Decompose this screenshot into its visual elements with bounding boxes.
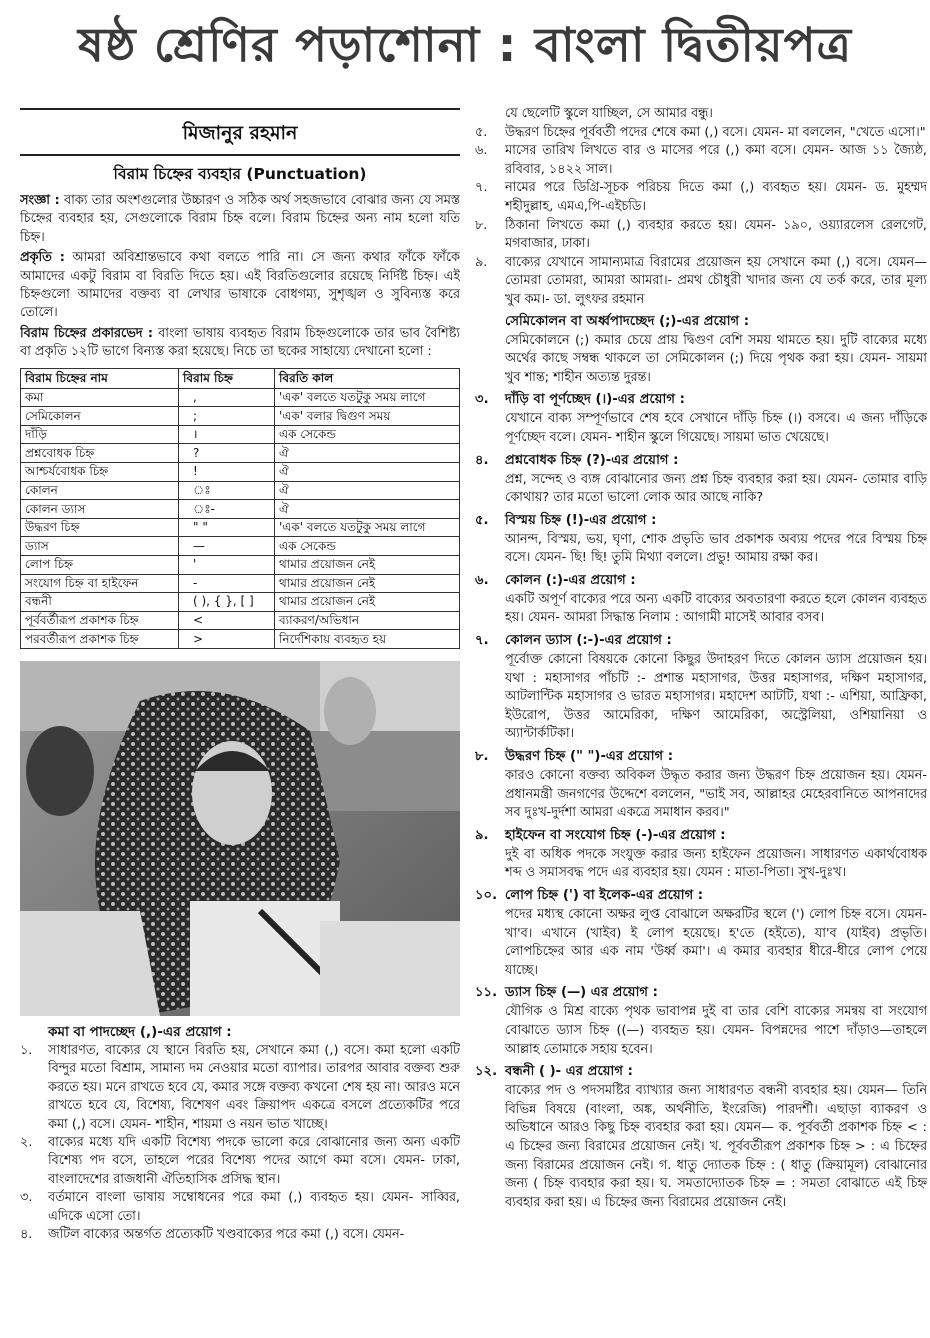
comma-item-number: ৭. (475, 180, 488, 196)
types-lead: বিরাম চিহ্নের প্রকারভেদ : (20, 325, 154, 341)
cell-symbol: ; (179, 407, 275, 426)
section-number: ১০. (475, 888, 498, 903)
comma-item-text: সাধারণত, বাক্যের যে স্থানে বিরতি হয়, সেখানে কমা (,) বসে। কমা হলো একটি বিন্দুর মতো বিশ্রাম, সামান্য দম নেওয়ার মতো ব্যাপার। তারপর আবার বক্তব্য শুরু করতে হয়। মনে রাখতে হবে যে, কমার সঙ্গে বক্তব্য কখনো শেষ হয় না। আরও মনে রাখতে হবে যে, বিশেষ্য, বিশেষণ এবং ক্রিয়াপদ একত্রে বসলে প্রত্যেকটির পরে কমা (,) বসে। যেমন- শাহীন, শায়মা ও নয়ন ভাত খাচ্ছে। (48, 1042, 460, 1132)
cell-pause: ঐ (275, 500, 460, 519)
header-name: বিরাম চিহ্নের নাম (21, 368, 179, 388)
definition-lead: সংজ্ঞা : (20, 193, 60, 208)
section-body: বাক্যের পদ ও পদসমষ্টির ব্যাখ্যার জন্য সাধারণত বন্ধনী ব্যবহার হয়। যেমন— তিনি বিভিন্ন বিষয়ে (বাংলা, অঙ্ক, অর্থনীতি, ইংরেজি) পারদর্শী। এছাড়া ব্যাকরণ ও অভিধানে আরও কিছু চিহ্ন ব্যবহার করা হয়। যেমন— ক. পূর্ববর্তী প্রকাশক চিহ্ন < : এ চিহ্নের জন্য বিরামের প্রয়োজন নেই। খ. পূর্ববর্তীরূপ প্রকাশক চিহ্ন > : এ চিহ্নের জন্য বিরামের প্রয়োজন নেই। গ. ধাতু দ্যোতক চিহ্ন : ( ধাতু (ক্রিয়ামূল) বোঝানোর জন্য ( চিহ্ন ব্যবহার করা হয়। ঘ. সমতাদ্যোতক চিহ্ন = : সমতা বোঝাতে এই চিহ্ন ব্যবহার করা হয়। এ চিহ্নের জন্য বিরামের প্রয়োজন নেই। (505, 1083, 927, 1210)
table-row (21, 500, 460, 519)
table-row (21, 481, 460, 500)
cell-pause: থামার প্রয়োজন নেই (275, 574, 460, 593)
author-rule (20, 154, 460, 156)
cell-pause: ঐ (275, 463, 460, 482)
punctuation-table (20, 368, 460, 649)
cell-symbol: ( ), { }, [ ] (179, 593, 275, 612)
cell-name: কোলন (21, 481, 179, 500)
cell-name: কমা (21, 388, 179, 407)
section-heading-text: প্রশ্নবোধক চিহ্ন (?)-এর প্রয়োগ : (505, 452, 679, 468)
section-body: প্রশ্ন, সন্দেহ ও ব্যঙ্গ বোঝানোর জন্য প্রশ্ন চিহ্ন ব্যবহার করা হয়। যেমন- তোমার বাড়ি কোথায়? তার মতো ভালো লোক আর আছে নাকি? (505, 471, 927, 506)
comma-item-text: মাসের তারিখ লিখতে বার ও মাসের পরে (,) কমা বসে। যেমন- আজ ১১ জ্যৈষ্ঠ, রবিবার, ১৪২২ সাল। (505, 143, 927, 177)
comma-item-text: বর্তমানে বাংলা ভাষায় সম্বোধনের পরে কমা (,) ব্যবহৃত হয়। যেমন- সাব্বির, এদিকে এসো তো। (48, 1190, 460, 1224)
cell-pause: থামার প্রয়োজন নেই (275, 593, 460, 612)
section-heading-text: উদ্ধরণ চিহ্ন (" ")-এর প্রয়োগ : (505, 749, 674, 765)
section-heading-text: লোপ চিহ্ন (') বা ইলেক-এর প্রয়োগ : (505, 888, 704, 903)
section-number: ৯. (475, 827, 489, 843)
section-number: ৩. (475, 392, 489, 408)
students-exam-photo (20, 661, 460, 1016)
cell-name: পরবর্তীরূপ প্রকাশক চিহ্ন (21, 630, 179, 649)
section-heading-text: বন্ধনী ( )- এর প্রয়োগ : (505, 1064, 633, 1080)
cell-pause: এক সেকেন্ড (275, 537, 460, 556)
section-body: দুই বা অধিক পদকে সংযুক্ত করার জন্য হাইফেন প্রয়োজন। সাধারণত একার্থবোধক শব্দ ও সমাসবদ্ধ পদে এর ব্যবহার হয়। যেমন : মাতা-পিতা। সুখ-দুঃখ। (505, 846, 927, 881)
table-row (21, 407, 460, 426)
section-number: ৪. (475, 452, 489, 468)
photo-illustration (20, 661, 460, 1016)
comma-heading: কমা বা পাদচ্ছেদ (,)-এর প্রয়োগ : (48, 1023, 232, 1040)
cell-symbol: ? (179, 444, 275, 463)
cell-pause: ব্যাকরণ/অভিধান (275, 611, 460, 630)
cell-symbol: । (179, 425, 275, 444)
cell-name: সংযোগ চিহ্ন বা হাইফেন (21, 574, 179, 593)
cell-symbol: — (179, 537, 275, 556)
section-heading (475, 390, 927, 410)
comma-item-number: ৫. (475, 124, 488, 140)
left-column (20, 108, 460, 1336)
comma-item-number: ৯. (475, 254, 488, 270)
types-text: বাংলা ভাষায় ব্যবহৃত বিরাম চিহ্নগুলোকে তার ভাব বৈশিষ্ট্য বা প্রকৃতি ১২টি ভাগে বিন্যস্ত করা হয়েছে। নিচে তা ছকের সাহায্যে দেখানো হলো : (20, 325, 460, 360)
table-row (21, 556, 460, 575)
comma-item-2 (20, 1134, 460, 1189)
section-heading-text: কোলন ড্যাস (:-)-এর প্রয়োগ : (505, 633, 672, 649)
cell-pause: ঐ (275, 481, 460, 500)
cell-symbol: ' (179, 556, 275, 575)
section-number: ৫. (475, 512, 489, 528)
cell-symbol: - (179, 574, 275, 593)
cell-symbol: > (179, 630, 275, 649)
table-row (21, 425, 460, 444)
page-headline: ষষ্ঠ শ্রেণির পড়াশোনা : বাংলা দ্বিতীয়পত্র (77, 18, 853, 73)
nature-lead: প্রকৃতি : (20, 250, 65, 266)
cell-name: ড্যাস (21, 537, 179, 556)
table-header-row (21, 368, 460, 388)
comma-item-3 (20, 1189, 460, 1226)
cell-name: প্রশ্নবোধক চিহ্ন (21, 444, 179, 463)
cell-name: সেমিকোলন (21, 407, 179, 426)
definition-text: বাক্য তার অংশগুলোর উচ্চারণ ও সঠিক অর্থ সহজভাবে বোঝার জন্য যে সমস্ত চিহ্নের ব্যবহার হয়, সেগুলোকে বিরাম চিহ্ন বলে। বিরাম চিহ্নের অন্য নাম হলো যতি চিহ্ন। (20, 193, 460, 245)
section-heading (475, 747, 927, 767)
section-body: পদের মধ্যস্থ কোনো অক্ষর লুপ্ত বোঝালে অক্ষরটির স্থলে (') লোপ চিহ্ন বসে। যেমন- খা'ব। এখানে (খাইব) ই লোপ হয়েছে। হ'তে (হইতে), যা'ব (যাইব) প্রভৃতি। লোপচিহ্নের আর এক নাম 'উর্ধ্ব কমা'। এ কমার ব্যবহার ধীরে-ধীরে লোপ পেয়ে যাচ্ছে। (505, 907, 927, 978)
section-heading-text: বিস্ময় চিহ্ন (!)-এর প্রয়োগ : (505, 512, 657, 528)
section-heading (475, 571, 927, 591)
cell-pause: 'এক' বলার দ্বিগুণ সময় (275, 407, 460, 426)
section-heading (475, 451, 927, 471)
comma-item-text: উদ্ধরণ চিহ্নের পূর্ববর্তী পদের শেষে কমা (,) বসে। যেমন- মা বললেন, "খেতে এসো।" (505, 124, 926, 140)
cell-symbol: ! (179, 463, 275, 482)
comma-item-text: জটিল বাক্যের অন্তর্গত প্রত্যেকটি খণ্ডবাক্যের পরে কমা (,) বসে। যেমন- (48, 1227, 405, 1243)
section-body: কারও কোনো বক্তব্য অবিকল উদ্ধৃত করার জন্য উদ্ধরণ চিহ্ন প্রয়োজন হয়। যেমন- প্রধানমন্ত্রী জনগণের উদ্দেশে বললেন, "ভাই সব, আল্লাহর মেহেরবানিতে আপনাদের সব দুঃখ-দুর্দশা আমরা একত্রে সমাধান করব।" (505, 768, 927, 821)
section-heading-text: ড্যাস চিহ্ন (—) এর প্রয়োগ : (505, 985, 658, 1001)
definition-paragraph (20, 192, 460, 247)
section-heading (475, 1062, 927, 1082)
comma-item-6 (475, 142, 927, 179)
cell-name: পূর্ববর্তীরূপ প্রকাশক চিহ্ন (21, 611, 179, 630)
table-row (21, 444, 460, 463)
cell-pause: থামার প্রয়োজন নেই (275, 556, 460, 575)
comma-item-number: ৪. (20, 1227, 33, 1243)
author-name: মিজানুর রহমান (182, 122, 298, 144)
section-body: যৌগিক ও মিশ্র বাক্যে পৃথক ভাবাপন্ন দুই বা তার বেশি বাক্যের সমন্বয় বা সংযোগ বোঝাতে ড্যাস চিহ্ন ((—) ব্যবহৃত হয়। যেমন- বিপন্নদের পাশে দাঁড়াও—তাহলে আল্লাহ তোমাকে সহায় হবেন। (505, 1004, 927, 1057)
cell-symbol: ঃ- (179, 500, 275, 519)
cell-pause: এক সেকেন্ড (275, 425, 460, 444)
section-heading-text: কোলন (:)-এর প্রয়োগ : (505, 572, 636, 588)
cell-pause: নির্দেশিকায় ব্যবহৃত হয় (275, 630, 460, 649)
cell-name: লোপ চিহ্ন (21, 556, 179, 575)
types-paragraph (20, 325, 460, 362)
comma-item-4 (20, 1226, 460, 1244)
cell-symbol: ঃ (179, 481, 275, 500)
header-pause: বিরতি কাল (275, 368, 460, 388)
semicolon-text: সেমিকোলনে (;) কমার চেয়ে প্রায় দ্বিগুণ বেশি সময় থামতে হয়। দুটি বাক্যের মধ্যে অর্থের কাছে সম্বন্ধ থাকলে তা সেমিকোলন (;) দিয়ে পৃথক করা হয়। যেমন- সায়মা খুব শান্ত; শাহীন অত্যন্ত দুরন্ত। (505, 332, 927, 385)
cell-symbol: < (179, 611, 275, 630)
comma-item-text: বাক্যের মধ্যে যদি একটি বিশেষ্য পদকে ভালো করে বোঝানোর জন্য অন্য একটি বিশেষ্য পদ বসে, তাহলে পরের বিশেষ্য পদের আগে কমা বসে। যেমন- ঢাকা, বাংলাদেশের রাজধানী ঐতিহাসিক প্রসিদ্ধ স্থান। (48, 1135, 460, 1187)
comma-item-number: ৬. (475, 143, 488, 159)
section-number: ১২. (475, 1064, 498, 1080)
top-rule (20, 108, 460, 110)
comma-item-5 (475, 124, 927, 143)
comma-item-number: ৩. (20, 1190, 33, 1206)
comma-item-text: ঠিকানা লিখতে কমা (,) ব্যবহার করতে হয়। যেমন- ১৯০, ওয়্যারলেস রেলগেট, মগবাজার, ঢাকা। (505, 217, 927, 252)
comma-continuation: যে ছেলেটি স্কুলে যাচ্ছিল, সে আমার বন্ধু। (505, 106, 713, 121)
cell-symbol: " " (179, 518, 275, 537)
comma-item-number: ৮. (475, 217, 488, 233)
cell-pause: ঐ (275, 444, 460, 463)
nature-paragraph (20, 249, 460, 323)
cell-pause: 'এক' বলতে যতটুকু সময় লাগে (275, 518, 460, 537)
comma-item-8 (475, 217, 927, 254)
table-row (21, 630, 460, 649)
cell-name: কোলন ড্যাস (21, 500, 179, 519)
table-row (21, 574, 460, 593)
section-body: আনন্দ, বিস্ময়, ভয়, ঘৃণা, শোক প্রভৃতি ভাব প্রকাশক অব্যয় পদের পরে বিস্ময় চিহ্ন বসে। যেমন- ছি! ছি! তুমি মিথ্যা বললে। প্রভু! আমায় রক্ষা কর। (505, 531, 927, 566)
comma-item-number: ২. (20, 1135, 33, 1150)
table-row (21, 537, 460, 556)
semicolon-heading: সেমিকোলন বা অর্ধ্বপাদচ্ছেদ (;)-এর প্রয়োগ : (505, 313, 750, 329)
comma-item-text: নামের পরে ডিগ্রি-সূচক পরিচয় দিতে কমা (,) ব্যবহৃত হয়। যেমন- ড. মুহম্মদ শহীদুল্লাহ, এমএ,পি-এইচডি। (505, 180, 927, 214)
section-body: পূর্বোক্ত কোনো বিষয়কে কোনো কিছুর উদাহরণ দিতে কোলন ড্যাস প্রয়োজন হয়। যথা : মহাসাগর পাঁচটি :- প্রশান্ত মহাসাগর, উত্তর মহাসাগর, দক্ষিণ মহাসাগর, আটলান্টিক মহাসাগর ও ভারত মহাসাগর। মহাদেশ আটটি, যথা :- এশিয়া, আফ্রিকা, ইউরোপ, উত্তর আমেরিকা, দক্ষিণ আমেরিকা, অস্ট্রেলিয়া, ওশিয়ানিয়া ও অ্যান্টার্কটিকা। (505, 652, 927, 742)
punctuation-sections (475, 390, 927, 1212)
table-body (21, 388, 460, 648)
cell-name: আশ্চর্যবোধক চিহ্ন (21, 463, 179, 482)
comma-item-text: বাক্যের যেখানে সামান্যমাত্র বিরামের প্রয়োজন হয় সেখানে কমা (,) বসে। যেমন— তোমরা তোমরা, আমরা আমরা।- প্রমথ চৌধুরী খাদার জন্য যে তর্ক করে, তার মূল্য খুব কম।- ডা. লুৎফর রহমান (505, 254, 927, 307)
comma-item-1 (20, 1042, 460, 1134)
section-body: একটি অপূর্ণ বাক্যের পরে অন্য একটি বাক্যের অবতারণা করতে হলে কোলন ব্যবহৃত হয়। যেমন- আমরা সিদ্ধান্ত নিলাম : আগামী মাসেই আবার বসব। (505, 591, 927, 626)
right-column (475, 105, 927, 1336)
comma-item-9 (475, 254, 927, 310)
table-row (21, 463, 460, 482)
section-number: ৮. (475, 749, 489, 765)
nature-text: আমরা অবিশ্রান্তভাবে কথা বলতে পারি না। সে জন্য কথার ফাঁকে ফাঁকে আমাদের একটু বিরাম বা বিরতি দিতে হয়। এই বিরতিগুলোর রয়েছে নির্দিষ্ট চিহ্ন। এই চিহ্নগুলো আমাদের বক্তব্য বা লেখার ভাষাকে বোধগম্য, সুশৃঙ্খল ও সুবিন্যস্ত করে তোলে। (20, 250, 460, 321)
section-heading (475, 886, 927, 906)
section-heading (475, 511, 927, 531)
section-body: যেখানে বাক্য সম্পূর্ণভাবে শেষ হবে সেখানে দাঁড়ি চিহ্ন (।) বসবে। এ জন্য দাঁড়িকে পূর্ণচ্ছেদ বলে। যেমন- শাহীন স্কুলে গিয়েছে। সায়মা ভাত খেয়েছে। (505, 411, 927, 445)
cell-name: বন্ধনী (21, 593, 179, 612)
section-number: ৬. (475, 572, 489, 588)
table-row (21, 518, 460, 537)
section-heading (475, 983, 927, 1003)
table-row (21, 593, 460, 612)
cell-symbol: , (179, 388, 275, 407)
cell-name: উদ্ধরণ চিহ্ন (21, 518, 179, 537)
comma-item-7 (475, 179, 927, 216)
section-heading-text: হাইফেন বা সংযোগ চিহ্ন (-)-এর প্রয়োগ : (505, 827, 726, 843)
section-title: বিরাম চিহ্নের ব্যবহার (Punctuation) (113, 165, 367, 183)
table-row (21, 611, 460, 630)
section-number: ১১. (475, 985, 498, 1001)
cell-name: দাঁড়ি (21, 425, 179, 444)
section-heading (475, 631, 927, 651)
section-heading-text: দাঁড়ি বা পূর্ণচ্ছেদ (।)-এর প্রয়োগ : (505, 392, 685, 408)
cell-pause: 'এক' বলতে যতটুকু সময় লাগে (275, 388, 460, 407)
table-row (21, 388, 460, 407)
section-heading (475, 826, 927, 846)
header-symbol: বিরাম চিহ্ন (179, 368, 275, 388)
section-number: ৭. (475, 633, 489, 649)
comma-item-number: ১. (20, 1042, 33, 1058)
